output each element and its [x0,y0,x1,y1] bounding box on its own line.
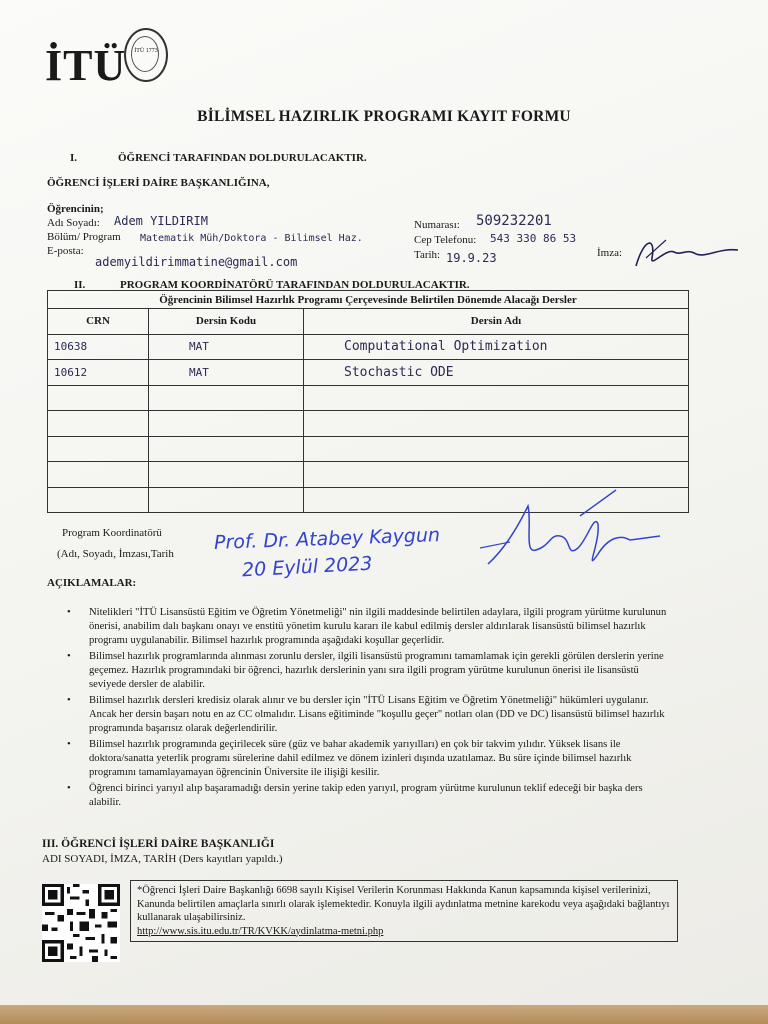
section3-heading: III. ÖĞRENCİ İŞLERİ DAİRE BAŞKANLIĞI [42,838,275,850]
coordinator-date: 20 Eylül 2023 [241,552,373,582]
header-course-name: Dersin Adı [304,309,689,335]
section1-heading: ÖĞRENCİ TARAFINDAN DOLDURULACAKTIR. [118,152,367,164]
section2-number: II. [74,279,86,291]
addressee: ÖĞRENCİ İŞLERİ DAİRE BAŞKANLIĞINA, [47,177,270,189]
code-cell [149,411,304,437]
coordinator-name: Prof. Dr. Atabey Kaygun [213,524,441,554]
notes-heading: AÇIKLAMALAR: [47,577,137,589]
list-item: • Öğrenci birinci yarıyıl alıp başaramadığı dersin yerine takip eden yarıyıl, program yürütme kurulunun teklif edeceği bir başka ders alabilir. [67,783,643,808]
student-signature-icon [626,228,746,273]
table-surface [0,1005,768,1024]
list-item: • Nitelikleri "İTÜ Lisansüstü Eğitim ve Öğretim Yönetmeliği" nin ilgili maddesinde belirtilen adaylara, ilgili program yürütme kurulunun önerisi, anabilim dalı başkanı onayı ve enstitü yönetim kurulu kararı ile kabul edilmiş dersler aldırılarak lisansüstü bilimsel hazırlık programı uygulanabilir. Bilimsel hazırlık programında aşağıdaki koşullar geçerlidir. [67,607,667,646]
course-table [47,290,689,513]
section2-heading: PROGRAM KOORDİNATÖRÜ TARAFINDAN DOLDURULACAKTIR. [120,279,470,291]
name-cell: Computational Optimization [304,334,689,360]
table-row [48,436,689,462]
table-caption: Öğrencinin Bilimsel Hazırlık Programı Çerçevesinde Belirtilen Dönemde Alacağı Dersler [48,291,689,309]
crn-cell: 10612 [48,360,149,386]
email-value: ademyildirimmatine@gmail.com [95,255,298,269]
section1-number: I. [70,152,78,164]
university-seal-icon: İTÜ 1773 [124,28,168,82]
phone-label: Cep Telefonu: [414,234,477,246]
crn-cell [48,462,149,488]
coordinator-signature-icon [480,484,670,588]
header-crn: CRN [48,309,149,335]
name-cell [304,411,689,437]
list-item: • Bilimsel hazırlık programında geçirilecek süre (güz ve bahar akademik yarıyılları) en çok bir takvim yılıdır. Yüksek lisans ile doktora/sanatta yeterlik programı sürelerine dahil edilmez ve dönem izinleri dışında uzatılamaz. Bu süre içinde bilimsel hazırlık programını tamamlayamayan öğrencinin Üniversite ile ilişiği kesilir. [67,739,632,778]
dept-label: Bölüm/ Program [47,231,121,243]
header-course-code: Dersin Kodu [149,309,304,335]
code-cell [149,385,304,411]
crn-cell [48,385,149,411]
table-row [48,385,689,411]
name-label: Adı Soyadı: [47,217,100,229]
code-cell: MAT [149,360,304,386]
crn-cell [48,487,149,513]
name-value: Adem YILDIRIM [114,214,208,228]
code-cell [149,462,304,488]
coordinator-sublabel: (Adı, Soyadı, İmzası,Tarih [57,548,174,560]
phone-value: 543 330 86 53 [490,232,577,245]
qr-code-icon[interactable] [42,884,120,962]
date-label: Tarih: [414,249,441,261]
list-item: • Bilimsel hazırlık programlarında alınması zorunlu dersler, ilgili lisansüstü programını tamamlamak için gerekli görülen derslerin yerine geçemez. Hazırlık programındaki bir öğrenci, hazırlık derslerinin yanı sıra ilgili program yürütme kurulunun önerisi ile lisansüstü seviyede dersler de alabilir. [67,651,664,690]
signature-label: İmza: [597,247,623,259]
name-cell [304,385,689,411]
crn-cell: 10638 [48,334,149,360]
crn-cell [48,436,149,462]
table-row [48,360,689,386]
email-label: E-posta: [47,245,84,257]
code-cell [149,436,304,462]
code-cell: MAT [149,334,304,360]
table-row [48,334,689,360]
list-item: • Bilimsel hazırlık dersleri kredisiz olarak alınır ve bu dersler için "İTÜ Lisans Eğitim ve Öğretim Yönetmeliği" hükümleri uygulanır. Ancak her dersin başarı notu en az CC olmalıdır. Lisans eğitiminde "koşullu geçer" notları olan (DD ve DC) lisansüstü bilimsel hazırlık programında başarısız olarak değerlendirilir. [67,695,665,734]
date-value: 19.9.23 [446,251,497,265]
kvkk-notice [130,880,678,942]
coordinator-label: Program Koordinatörü [62,527,162,539]
student-intro: Öğrencinin; [47,203,104,215]
code-cell [149,487,304,513]
name-cell: Stochastic ODE [304,360,689,386]
form-title: BİLİMSEL HAZIRLIK PROGRAMI KAYIT FORMU [197,108,571,125]
number-value: 509232201 [476,213,552,229]
crn-cell [48,411,149,437]
table-row [48,411,689,437]
dept-value: Matematik Müh/Doktora - Bilimsel Haz. [140,233,363,244]
kvkk-text: *Öğrenci İşleri Daire Başkanlığı 6698 sayılı Kişisel Verilerin Korunması Hakkında Kanun kapsamında kişisel verilerinizi, Kanunda belirtilen amaçlarla sınırlı olarak işlemektedir. Konuyla ilgili aydınlatma metnine karekodu veya aşağıdaki bağlantıyı kullanarak ulaşabilirsiniz. [137,885,670,923]
notes-list [67,606,674,810]
name-cell [304,436,689,462]
section3-sub: ADI SOYADI, İMZA, TARİH (Ders kayıtları yapıldı.) [42,853,283,865]
number-label: Numarası: [414,219,460,231]
itu-logo: İTÜ [45,41,127,90]
kvkk-link[interactable]: http://www.sis.itu.edu.tr/TR/KVKK/aydinlatma-metni.php [137,925,384,937]
